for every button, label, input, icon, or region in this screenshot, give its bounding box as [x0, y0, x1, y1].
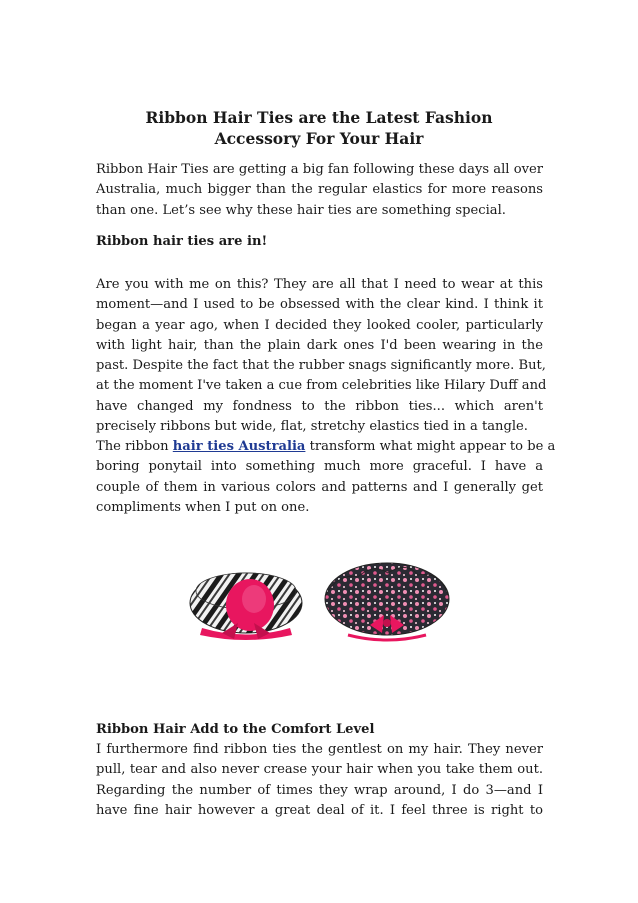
hair-ties-australia-link[interactable]: hair ties Australia: [172, 439, 306, 454]
paragraph-line: with light hair, than the plain dark ones I'd been wearing in the: [96, 337, 543, 353]
paragraph-line: compliments when I put on one.: [96, 499, 310, 515]
paragraph-line: pull, tear and also never crease your hair when you take them out.: [96, 762, 543, 778]
paragraph-line: at the moment I've taken a cue from celebrities like Hilary Duff and: [96, 378, 547, 394]
paragraph-1: [96, 275, 547, 437]
paragraph-line: Are you with me on this? They are all that I need to wear at this: [96, 277, 543, 292]
title-line-2: Accessory For Your Hair: [214, 129, 424, 148]
paragraph-line: began a year ago, when I decided they looked cooler, particularly: [96, 317, 543, 333]
paragraph-2: [96, 437, 556, 518]
hearts-hair-tie-illustration: [318, 553, 456, 648]
document-title: [96, 107, 542, 149]
paragraph-line: have changed my fondness to the ribbon ties... which aren't: [96, 398, 543, 414]
intro-line: Australia, much bigger than the regular elastics for more reasons: [96, 182, 543, 198]
paragraph-line: past. Despite the fact that the rubber snags significantly more. But,: [96, 358, 546, 374]
zebra-hair-tie-illustration: [182, 553, 310, 648]
paragraph-line: have fine hair however a great deal of it. I feel three is right to: [96, 802, 543, 818]
title-line-1: Ribbon Hair Ties are the Latest Fashion: [145, 108, 493, 127]
section-heading-1: Ribbon hair ties are in!: [96, 234, 268, 249]
section-heading-2: Ribbon Hair Add to the Comfort Level: [96, 722, 375, 737]
intro-line: Ribbon Hair Ties are getting a big fan following these days all over: [96, 162, 543, 177]
paragraph-line: moment—and I used to be obsessed with the clear kind. I think it: [96, 297, 543, 313]
hearts-hair-tie-image: [318, 553, 456, 648]
paragraph-line: boring ponytail into something much more graceful. I have a: [96, 459, 543, 475]
paragraph-line: couple of them in various colors and patterns and I generally get: [96, 479, 543, 495]
paragraph-line: I furthermore find ribbon ties the gentlest on my hair. They never: [96, 742, 543, 757]
paragraph-line: [96, 437, 556, 457]
paragraph-line: Regarding the number of times they wrap around, I do 3—and I: [96, 782, 543, 798]
paragraph-line: precisely ribbons but wide, flat, stretchy elastics tied in a tangle.: [96, 419, 528, 435]
intro-paragraph: [96, 160, 543, 221]
paragraph-3: [96, 740, 543, 821]
intro-line: than one. Let’s see why these hair ties are something special.: [96, 202, 506, 218]
paragraph-text: The ribbon: [96, 439, 173, 454]
zebra-hair-tie-image: [182, 553, 310, 648]
paragraph-text: transform what might appear to be a: [305, 439, 556, 454]
